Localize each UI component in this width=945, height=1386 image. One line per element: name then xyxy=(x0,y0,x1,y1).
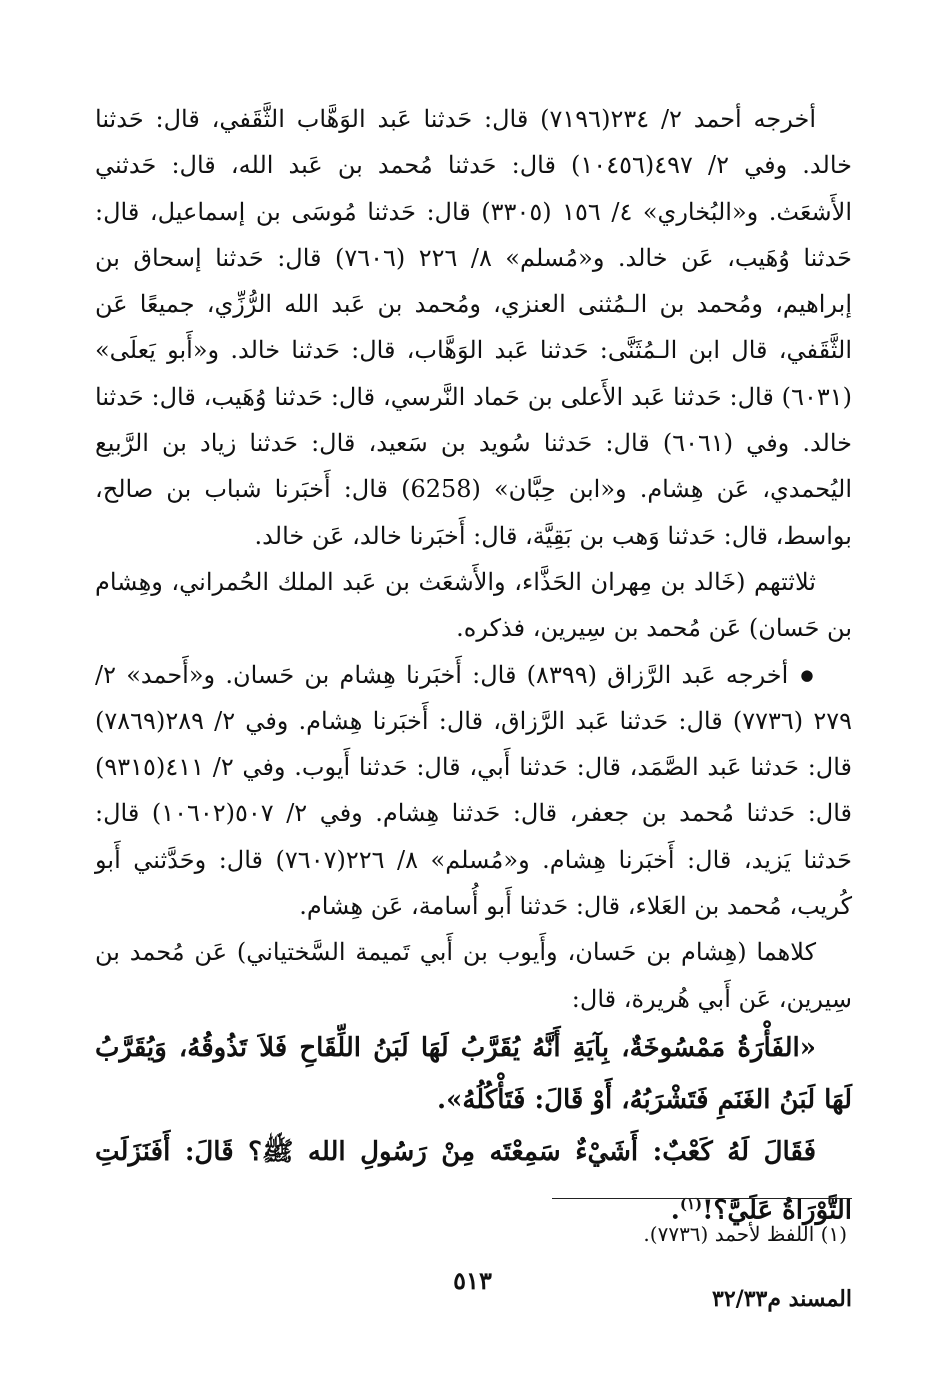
footnote-divider xyxy=(552,1198,852,1199)
paragraph-summary-2: كلاهما (هِشام بن حَسان، وأَيوب بن أَبي تَميمة السَّختياني) عَن مُحمد بن سِيرين، عَن أَبي هُريرة، قال: xyxy=(95,938,852,1013)
page-number: ٥١٣ xyxy=(453,1266,492,1295)
footnote: (١) اللفظ لأحمد (٧٧٣٦). xyxy=(643,1222,847,1246)
paragraph-takhrij-2: ● أخرجه عَبد الرَّزاق (٨٣٩٩) قال: أَخبَرنا هِشام بن حَسان. و«أَحمد» ٢/ ٢٧٩ (٧٧٣٦) قال: حَدثنا عَبد الرَّزاق، قال: أَخبَرنا هِشام. وفي ٢/ ٢٨٩(٧٨٦٩) قال: حَدثنا عَبد الصَّمَد، قال: حَدثنا أَبي، قال: حَدثنا أَيوب. وفي ٢/ ٤١١(٩٣١٥) قال: حَدثنا مُحمد بن جعفر، قال: حَدثنا هِشام. وفي ٢/ ٥٠٧(١٠٦٠٢) قال: حَدثنا يَزيد، قال: أَخبَرنا هِشام. و«مُسلم» ٨/ ٢٢٦(٧٦٠٧) قال: وحَدَّثني أَبو كُريب، مُحمد بن العَلاء، قال: حَدثنا أَبو أُسامة، عَن هِشام. xyxy=(95,652,852,930)
hadith-continuation: فَقَالَ لَهُ كَعْبٌ: أَشَيْءٌ سَمِعْتَه مِنْ رَسُولِ الله ﷺ؟ قَالَ: أَفَنَزَلَتِ التَّوْرَاةُ عَلَيَّ؟!$^{(١)}$. xyxy=(95,1136,852,1226)
hadith-text: «الفَأْرَةُ مَمْسُوخَةٌ، بِآيَةِ أَنَّهُ يُقَرَّبُ لَهَا لَبَنُ اللِّقَاحِ فَلاَ تَذُوقُهُ، وَيُقَرَّبُ لَهَا لَبَنُ الغَنَمِ فَتَشْرَبُهُ، أَوْ قَالَ: فَتَأْكُلُهُ». xyxy=(95,1032,852,1115)
main-text xyxy=(95,96,852,1237)
hadith-continuation-text: فَقَالَ لَهُ كَعْبٌ: أَشَيْءٌ سَمِعْتَه مِنْ رَسُولِ الله ﷺ؟ قَالَ: أَفَنَزَلَتِ التَّوْرَاةُ عَلَيَّ؟! xyxy=(95,1136,852,1226)
paragraph-summary-1: ثلاثتهم (خَالد بن مِهران الحَذَّاء، والأَشعَث بن عَبد الملك الحُمراني، وهِشام بن حَسان) عَن مُحمد بن سِيرين، فذكره. xyxy=(95,567,852,643)
printer-signature: المسند م٣٢/٣٣ xyxy=(712,1286,852,1312)
paragraph-takhrij-1: أخرجه أحمد ٢/ ٢٣٤(٧١٩٦) قال: حَدثنا عَبد الوَهَّاب الثَّقَفي، قال: حَدثنا خالد. وفي ٢/ ٤٩٧(١٠٤٥٦) قال: حَدثنا مُحمد بن عَبد الله، قال: حَدثني الأَشعَث. و«البُخاري» ٤/ ١٥٦ (٣٣٠٥) قال: حَدثنا مُوسَى بن إسماعيل، قال: حَدثنا وُهَيب، عَن خالد. و«مُسلم» ٨/ ٢٢٦ (٧٦٠٦) قال: حَدثنا إسحاق بن إبراهيم، ومُحمد بن الـمُثنى العنزي، ومُحمد بن عَبد الله الرُّزِّي، جميعًا عَن الثَّقَفي، قال ابن الـمُثَنَّى: حَدثنا عَبد الوَهَّاب، قال: حَدثنا خالد. و«أَبو يَعلَى» (٦٠٣١) قال: حَدثنا عَبد الأَعلى بن حَماد النَّرسي، قال: حَدثنا وُهَيب، قال: حَدثنا خالد. وفي (٦٠٦١) قال: حَدثنا سُويد بن سَعيد، قال: حَدثنا زياد بن الرَّبيع اليُحمدي، عَن هِشام. و«ابن حِبَّان» (6258) قال: أَخبَرنا شباب بن صالح، بواسط، قال: حَدثنا وَهب بن بَقِيَّة، قال: أَخبَرنا خالد، عَن خالد. xyxy=(95,105,853,550)
footnote-reference: (١) xyxy=(679,1194,703,1213)
